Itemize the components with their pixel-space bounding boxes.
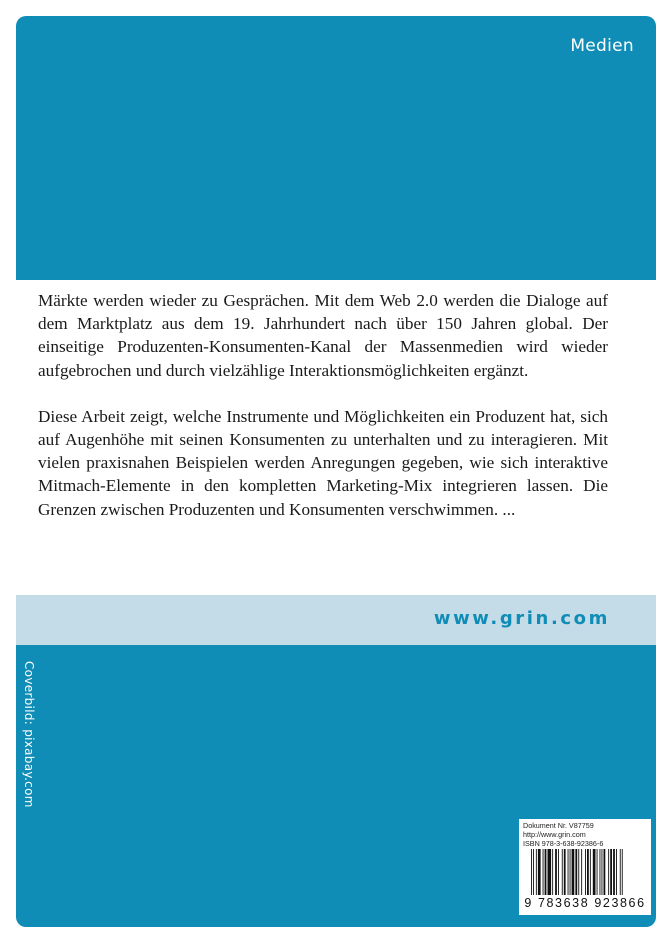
barcode-digits: 9 783638 923866: [524, 896, 646, 910]
barcode-icon: [531, 849, 641, 895]
publisher-url[interactable]: www.grin.com: [433, 608, 610, 629]
blurb-paragraph-1: Märkte werden wieder zu Gesprächen. Mit dem Web 2.0 werden die Dialoge auf dem Marktplatz aus dem 19. Jahrhundert nach über 150 Jahren global. Der einseitige Produzenten-Konsumenten-Kanal der Massenmedien wird wieder aufgebrochen und durch vielzählige Interaktionsmöglichkeiten ergänzt.: [38, 291, 608, 380]
category-label: Medien: [570, 36, 634, 56]
document-number: Dokument Nr. V87759: [523, 821, 594, 830]
top-color-panel: [16, 16, 656, 280]
blurb-paragraph-2: Diese Arbeit zeigt, welche Instrumente und Möglichkeiten ein Produzent hat, sich auf Augenhöhe mit seinen Konsumenten zu unterhalten und zu interagieren. Mit vielen praxisnahen Beispielen werden Anregungen gegeben, wie sich interaktive Mitmach-Elemente in den kompletten Marketing-Mix integrieren lassen. Die Grenzen zwischen Produzenten und Konsumenten verschwimmen. ...: [38, 406, 608, 519]
cover-credit: Coverbild: pixabay.com: [22, 661, 36, 808]
publisher-url-bar: [16, 595, 656, 645]
document-isbn: ISBN 978-3-638-92386-6: [523, 839, 604, 848]
back-cover-blurb: [38, 289, 608, 544]
barcode-box: [519, 819, 651, 915]
document-website: http://www.grin.com: [523, 830, 586, 839]
document-info: [523, 821, 603, 848]
bottom-color-panel: [16, 645, 656, 927]
